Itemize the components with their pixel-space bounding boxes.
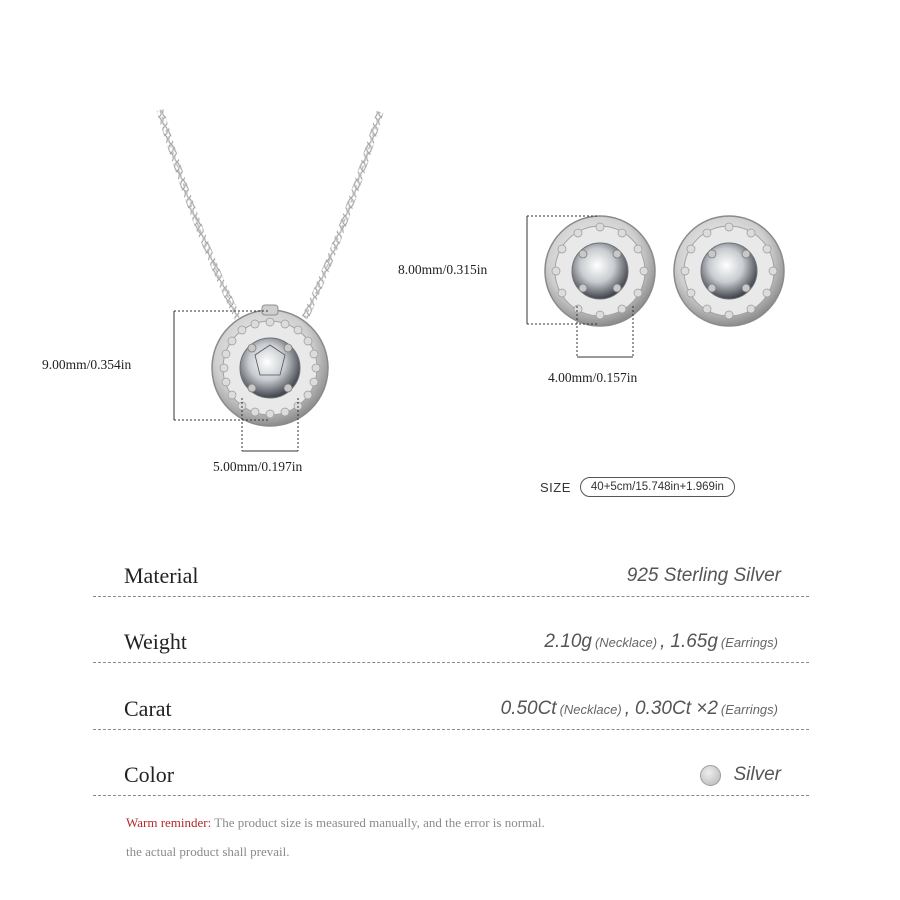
earring-left — [545, 216, 655, 326]
spec-value-weight — [544, 631, 809, 653]
spec-row-weight — [93, 622, 809, 663]
warm-reminder-prefix: Warm reminder: — [126, 815, 212, 830]
spec-value-color — [700, 764, 809, 786]
earring-stone-label: 4.00mm/0.157in — [548, 370, 638, 385]
pendant-height-label: 9.00mm/0.354in — [42, 357, 132, 372]
spec-value-carat — [501, 698, 809, 720]
pendant — [212, 305, 328, 426]
weight-necklace-note: (Necklace) — [594, 635, 658, 650]
earring-height-label: 8.00mm/0.315in — [398, 262, 488, 277]
warm-reminder-text-1: The product size is measured manually, and the error is normal. — [211, 815, 545, 830]
weight-earrings-note: (Earrings) — [720, 635, 778, 650]
spec-key-carat: Carat — [124, 696, 172, 721]
pendant-stone-label: 5.00mm/0.197in — [213, 459, 303, 474]
chain-size — [540, 477, 735, 497]
color-swatch — [700, 765, 721, 786]
weight-earrings-value: 1.65g — [670, 631, 718, 652]
spec-key-weight: Weight — [124, 629, 187, 654]
material-value: 925 Sterling Silver — [626, 565, 781, 586]
warm-reminder-line-2: the actual product shall prevail. — [126, 844, 290, 859]
necklace-chain — [160, 110, 380, 318]
size-label: SIZE — [540, 479, 571, 495]
carat-earrings-value: 0.30Ct ×2 — [635, 698, 718, 719]
color-value: Silver — [733, 764, 781, 785]
size-value-pill: 40+5cm/15.748in+1.969in — [580, 477, 735, 497]
weight-separator: , — [660, 631, 666, 652]
spec-value-material — [627, 565, 809, 587]
weight-necklace-value: 2.10g — [544, 631, 592, 652]
spec-row-carat — [93, 689, 809, 730]
warm-reminder-line-1 — [126, 815, 545, 831]
carat-necklace-note: (Necklace) — [559, 702, 622, 717]
carat-earrings-note: (Earrings) — [720, 702, 778, 717]
spec-row-material — [93, 556, 809, 597]
carat-necklace-value: 0.50Ct — [500, 698, 557, 719]
spec-row-color — [93, 755, 809, 796]
earring-right — [674, 216, 784, 326]
spec-key-material: Material — [124, 563, 199, 588]
carat-separator: , — [624, 698, 630, 719]
spec-key-color: Color — [124, 762, 175, 787]
